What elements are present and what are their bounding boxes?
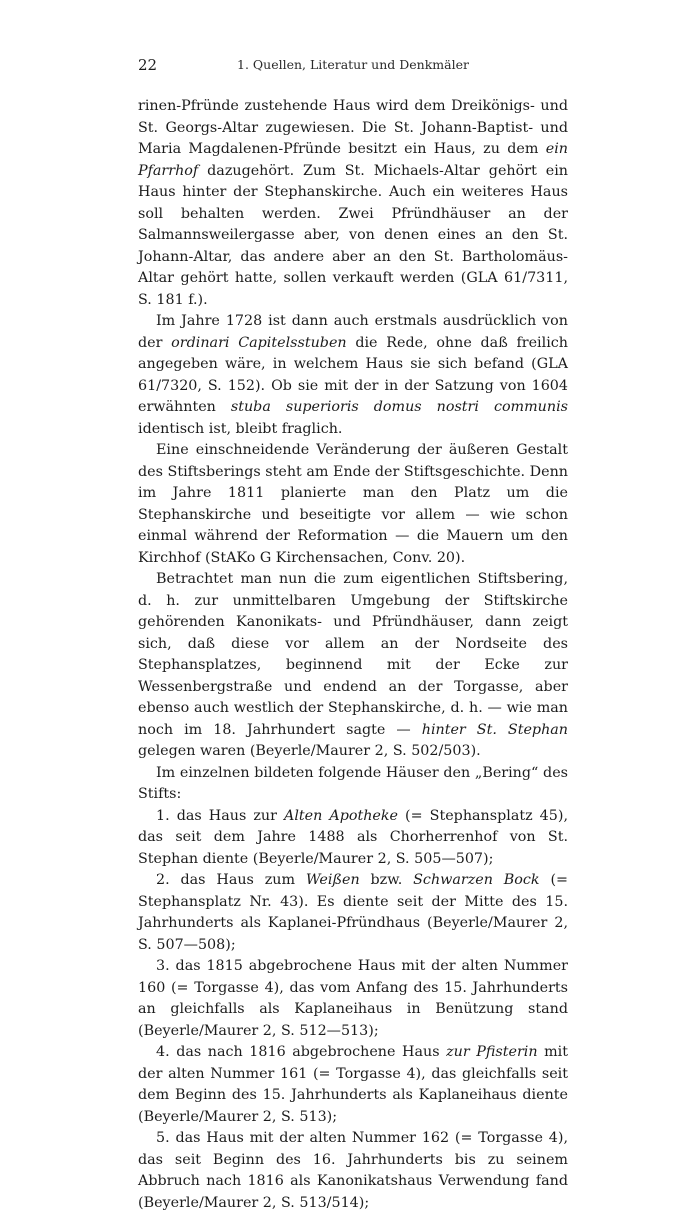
- paragraph: [138, 569, 568, 763]
- text-segment: Im Jahre 1728 ist dann auch erstmals ausdrücklich von der: [138, 313, 568, 351]
- italic-text: Alten Apotheke: [284, 807, 398, 824]
- text-segment: Eine einschneidende Veränderung der äußeren Gestalt des Stiftsberings steht am Ende der Stiftsgeschichte. Denn im Jahre 1811 planierte man den Platz um die Stephanskirche und beseitigte vor allem — wie schon einmal während der Reformation — die Mauern um den Kirchhof (StAKo G Kirchensachen, Conv. 20).: [138, 442, 568, 566]
- paragraph: [138, 806, 568, 871]
- paragraph: [138, 956, 568, 1042]
- text-segment: dazugehört. Zum St. Michaels-Altar gehört ein Haus hinter der Stephanskirche. Auch ein weiteres Haus soll behalten werden. Zwei Pfründhäuser an der Salmannsweilergasse aber, von denen eines an den St. Johann-Altar, das andere aber an den St. Bartholomäus-Altar gehört hatte, sollen verkauft werden (GLA 61/7311, S. 181 f.).: [138, 162, 568, 308]
- page-number: 22: [138, 56, 158, 74]
- body-text: [138, 96, 568, 1214]
- text-segment: 1. das Haus zur: [156, 807, 284, 824]
- italic-text: ordinari Capitelsstuben: [171, 334, 347, 351]
- paragraph: [138, 1128, 568, 1214]
- italic-text: Schwarzen Bock: [413, 872, 540, 888]
- paragraph: [138, 763, 568, 806]
- text-segment: Im einzelnen bildeten folgende Häuser den „Bering“ des Stifts:: [138, 764, 568, 802]
- paragraph: [138, 311, 568, 440]
- text-segment: gelegen waren (Beyerle/Maurer 2, S. 502/503).: [138, 743, 481, 759]
- italic-text: ein Pfarrhof: [138, 141, 568, 179]
- text-segment: (= Stephansplatz Nr. 43). Es diente seit der Mitte des 15. Jahrhunderts als Kaplanei-Pfründhaus (Beyerle/Maurer 2, S. 507—508);: [138, 872, 568, 953]
- text-segment: 2. das Haus zum: [156, 872, 306, 888]
- italic-text: zur Pfisterin: [446, 1044, 538, 1060]
- text-segment: bzw.: [359, 872, 414, 888]
- italic-text: hinter St. Stephan: [421, 721, 569, 738]
- italic-text: Weißen: [305, 872, 360, 888]
- paragraph: [138, 870, 568, 956]
- paragraph: [138, 1042, 568, 1128]
- text-segment: rinen-Pfründe zustehende Haus wird dem Dreikönigs- und St. Georgs-Altar zugewiesen. Die St. Johann-Baptist- und Maria Magdalenen-Pfründe besitzt ein Haus, zu dem: [138, 98, 568, 157]
- text-segment: Betrachtet man nun die zum eigentlichen Stiftsbering, d. h. zur unmittelbaren Umgebung der Stiftskirche gehörenden Kanonikats- und Pfründhäuser, dann zeigt sich, daß diese vor allem an der Nordseite des Stephansplatzes, beginnend mit der Ecke zur Wessenbergstraße und endend an der Torgasse, aber ebenso auch westlich der Stephanskirche, d. h. — wie man noch im 18. Jahrhundert sagte —: [138, 571, 568, 738]
- text-segment: mit der alten Nummer 161 (= Torgasse 4), das gleichfalls seit dem Beginn des 15. Jahrhunderts als Kaplaneihaus diente (Beyerle/Maurer 2, S. 513);: [138, 1044, 568, 1125]
- text-segment: 4. das nach 1816 abgebrochene Haus: [156, 1044, 447, 1060]
- text-segment: 3. das 1815 abgebrochene Haus mit der alten Nummer 160 (= Torgasse 4), das vom Anfang des 15. Jahrhunderts an gleichfalls als Kaplaneihaus in Benützung stand (Beyerle/Maurer 2, S. 512—513);: [138, 958, 568, 1039]
- page-header: [138, 56, 568, 76]
- text-segment: identisch ist, bleibt fraglich.: [138, 420, 343, 437]
- paragraph: [138, 96, 568, 311]
- text-segment: (= Stephansplatz 45), das seit dem Jahre 1488 als Chorherrenhof von St. Stephan diente (Beyerle/Maurer 2, S. 505—507);: [138, 807, 568, 867]
- text-segment: 5. das Haus mit der alten Nummer 162 (= Torgasse 4), das seit Beginn des 16. Jahrhunderts bis zu seinem Abbruch nach 1816 als Kanonikatshaus Verwendung fand (Beyerle/Maurer 2, S. 513/514);: [138, 1130, 568, 1211]
- paragraph: [138, 440, 568, 569]
- italic-text: stuba superioris domus nostri communis: [230, 399, 568, 415]
- running-head: 1. Quellen, Literatur und Denkmäler: [237, 57, 469, 72]
- text-segment: die Rede, ohne daß freilich angegeben wäre, in welchem Haus sie sich befand (GLA 61/7320, S. 152). Ob sie mit der in der Satzung von 1604 erwähnten: [138, 334, 568, 415]
